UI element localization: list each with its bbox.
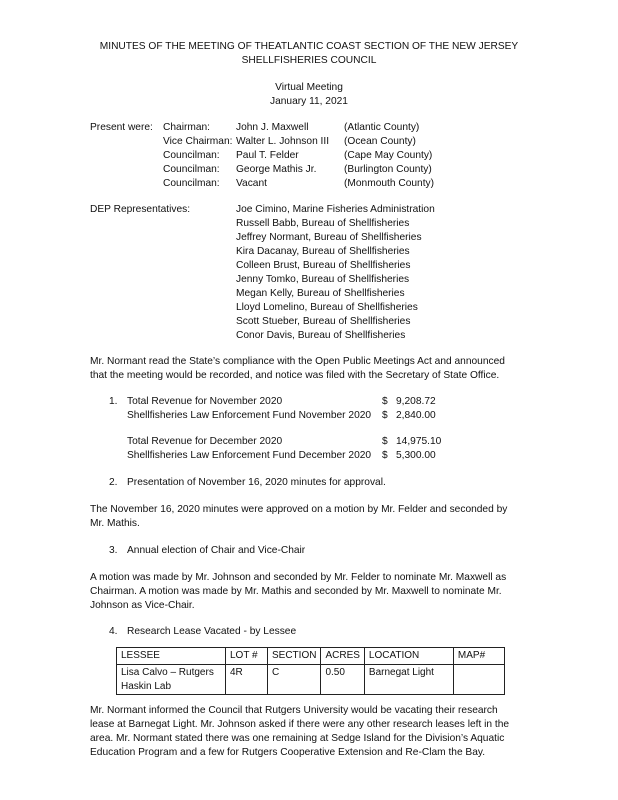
member-role: Councilman: [163, 150, 220, 161]
lessee-line: Lisa Calvo – Rutgers [121, 667, 214, 678]
revenue-label: Shellfisheries Law Enforcement Fund November 2020 [127, 410, 372, 421]
header-lot: LOT # [226, 648, 268, 665]
dep-rep: Russell Babb, Bureau of Shellfisheries [236, 218, 410, 229]
election-paragraph-line: A motion was made by Mr. Johnson and seconded by Mr. Felder to nominate Mr. Maxwell as [90, 572, 507, 583]
cell-acres: 0.50 [321, 665, 364, 695]
member-county: (Ocean County) [344, 136, 416, 147]
lessee-line: Haskin Lab [121, 680, 172, 692]
cell-section: C [268, 665, 321, 695]
member-county: (Cape May County) [344, 150, 433, 161]
cell-lot: 4R [226, 665, 268, 695]
research-lease-paragraph-line: lease at Barnegat Light. Mr. Johnson asked if there were any other research leases left in the [90, 719, 510, 730]
dep-label: DEP Representatives: [90, 204, 191, 215]
revenue-label: Total Revenue for November 2020 [127, 396, 283, 407]
item-number: 2. [109, 477, 118, 488]
dep-rep: Jenny Tomko, Bureau of Shellfisheries [236, 274, 410, 285]
member-role: Vice Chairman: [163, 136, 233, 147]
member-role: Councilman: [163, 164, 220, 175]
revenue-label: Total Revenue for December 2020 [127, 436, 283, 447]
dep-rep: Kira Dacanay, Bureau of Shellfisheries [236, 246, 410, 257]
currency-symbol: $ [382, 410, 388, 421]
member-role: Councilman: [163, 178, 220, 189]
member-county: (Monmouth County) [344, 178, 435, 189]
research-lease-paragraph-line: area. Mr. Normant stated there was one remaining at Sedge Island for the Division’s Aquatic [90, 733, 505, 744]
member-name: George Mathis Jr. [236, 164, 317, 175]
opma-paragraph-line: Mr. Normant read the State’s compliance with the Open Public Meetings Act and announced [90, 356, 505, 367]
lease-table-header [117, 648, 505, 665]
dep-rep: Joe Cimino, Marine Fisheries Administration [236, 204, 435, 215]
cell-lessee [117, 665, 226, 695]
currency-symbol: $ [382, 396, 388, 407]
dep-rep: Megan Kelly, Bureau of Shellfisheries [236, 288, 405, 299]
member-county: (Burlington County) [344, 164, 432, 175]
election-paragraph-line: Johnson as Vice-Chair. [90, 600, 195, 611]
dep-rep: Conor Davis, Bureau of Shellfisheries [236, 330, 406, 341]
dep-rep: Scott Stueber, Bureau of Shellfisheries [236, 316, 411, 327]
lease-table [116, 647, 505, 695]
item-number: 4. [109, 626, 118, 637]
election-paragraph-line: Chairman. A motion was made by Mr. Mathis and seconded by Mr. Maxwell to nominate Mr. [90, 586, 502, 597]
dep-rep: Lloyd Lomelino, Bureau of Shellfisheries [236, 302, 418, 313]
header-section: SECTION [268, 648, 321, 665]
member-name: Walter L. Johnson III [236, 136, 330, 147]
member-name: Paul T. Felder [236, 150, 299, 161]
dep-rep: Jeffrey Normant, Bureau of Shellfisheries [236, 232, 422, 243]
revenue-amount: 14,975.10 [396, 436, 442, 447]
table-row [117, 665, 505, 695]
present-label: Present were: [90, 122, 153, 133]
header-lessee: LESSEE [117, 648, 226, 665]
revenue-amount: 5,300.00 [396, 450, 436, 461]
document-title-line-1: MINUTES OF THE MEETING OF THEATLANTIC COAST SECTION OF THE NEW JERSEY [99, 41, 519, 52]
member-county: (Atlantic County) [344, 122, 420, 133]
member-name: John J. Maxwell [236, 122, 309, 133]
cell-map [453, 665, 504, 695]
item-number: 1. [109, 396, 118, 407]
revenue-label: Shellfisheries Law Enforcement Fund December 2020 [127, 450, 372, 461]
item-text: Presentation of November 16, 2020 minutes for approval. [127, 477, 386, 488]
minutes-approval-line: The November 16, 2020 minutes were approved on a motion by Mr. Felder and seconded by [90, 504, 508, 515]
cell-location: Barnegat Light [364, 665, 453, 695]
document-title-line-2: SHELLFISHERIES COUNCIL [241, 55, 377, 66]
research-lease-paragraph-line: Education Program and a few for Rutgers Cooperative Extension and Re-Clam the Bay. [90, 747, 486, 758]
dep-rep: Colleen Brust, Bureau of Shellfisheries [236, 260, 411, 271]
member-name: Vacant [236, 178, 267, 189]
header-map: MAP# [453, 648, 504, 665]
meeting-date: January 11, 2021 [270, 96, 348, 107]
header-location: LOCATION [364, 648, 453, 665]
revenue-amount: 2,840.00 [396, 410, 436, 421]
header-acres: ACRES [321, 648, 364, 665]
member-role: Chairman: [163, 122, 210, 133]
opma-paragraph-line: that the meeting would be recorded, and notice was filed with the Secretary of State Office. [90, 370, 500, 381]
currency-symbol: $ [382, 450, 388, 461]
revenue-amount: 9,208.72 [396, 396, 436, 407]
meeting-type: Virtual Meeting [275, 82, 343, 93]
item-text: Annual election of Chair and Vice-Chair [127, 545, 306, 556]
currency-symbol: $ [382, 436, 388, 447]
minutes-approval-line: Mr. Mathis. [90, 518, 140, 529]
item-number: 3. [109, 545, 118, 556]
item-text: Research Lease Vacated - by Lessee [127, 626, 297, 637]
research-lease-paragraph-line: Mr. Normant informed the Council that Rutgers University would be vacating their research [90, 705, 498, 716]
